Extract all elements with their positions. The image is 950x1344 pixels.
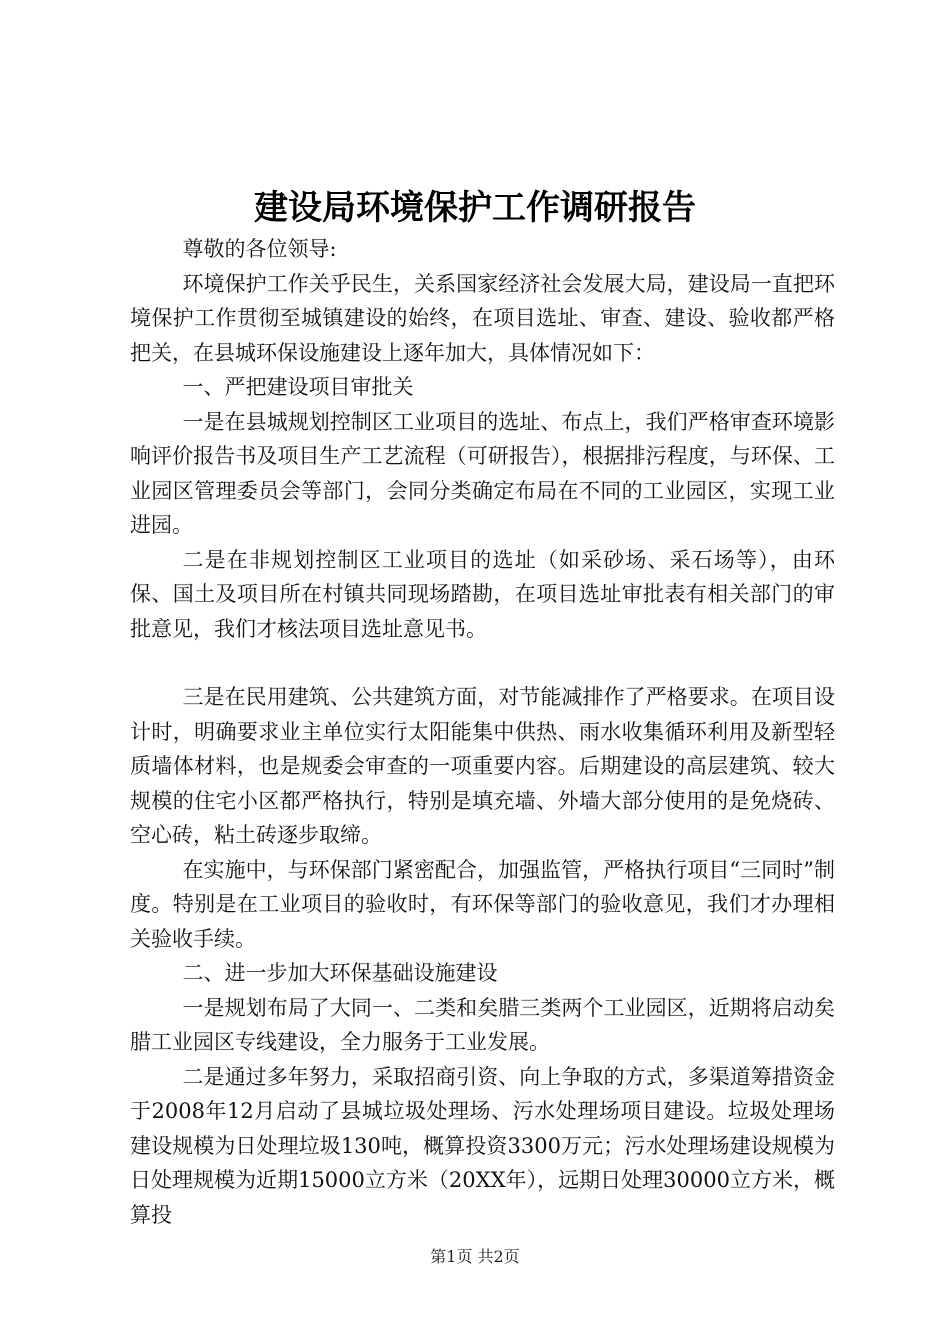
section-heading-1: 一、严把建设项目审批关: [182, 375, 414, 399]
paragraph: 一是在县城规划控制区工业项目的选址、布点上，我们严格审查环境影响评价报告书及项目生产工艺流程（可研报告），根据排污程度，与环保、工业园区管理委员会等部门，会同分类确定布局在不同的工业园区，实现工业进园。: [130, 409, 835, 537]
paragraph: 二是通过多年努力，采取招商引资、向上争取的方式，多渠道筹措资金于2008年12月启动了县城垃圾处理场、污水处理场项目建设。垃圾处理场建设规模为日处理垃圾130吨，概算投资3300万元；污水处理场建设规模为日处理规模为近期15000立方米（20XX年），远期日处理30000立方米，概算投: [130, 1064, 835, 1227]
paragraph: 三是在民用建筑、公共建筑方面，对节能减排作了严格要求。在项目设计时，明确要求业主单位实行太阳能集中供热、雨水收集循环利用及新型轻质墙体材料，也是规委会审查的一项重要内容。后期建设的高层建筑、较大规模的住宅小区都严格执行，特别是填充墙、外墙大部分使用的是免烧砖、空心砖，粘土砖逐步取缔。: [130, 685, 835, 847]
salutation: 尊敬的各位领导:: [182, 237, 337, 261]
intro-paragraph: 环境保护工作关乎民生，关系国家经济社会发展大局，建设局一直把环境保护工作贯彻至城镇建设的始终，在项目选址、审查、建设、验收都严格把关，在县城环保设施建设上逐年加大，具体情况如下：: [130, 271, 835, 365]
paragraph: 一是规划布局了大同一、二类和矣腊三类两个工业园区，近期将启动矣腊工业园区专线建设，全力服务于工业发展。: [130, 995, 835, 1054]
section-heading-2: 二、进一步加大环保基础设施建设: [182, 961, 498, 985]
paragraph: 在实施中，与环保部门紧密配合，加强监管，严格执行项目“三同时”制度。特别是在工业项目的验收时，有环保等部门的验收意见，我们才办理相关验收手续。: [130, 857, 835, 951]
document-body: [130, 232, 835, 1232]
page-footer: 第1页 共2页: [430, 1247, 520, 1266]
document-title: 建设局环境保护工作调研报告: [254, 188, 696, 228]
paragraph: 二是在非规划控制区工业项目的选址（如采砂场、采石场等），由环保、国土及项目所在村镇共同现场踏勘，在项目选址审批表有相关部门的审批意见，我们才核法项目选址意见书。: [130, 547, 835, 641]
